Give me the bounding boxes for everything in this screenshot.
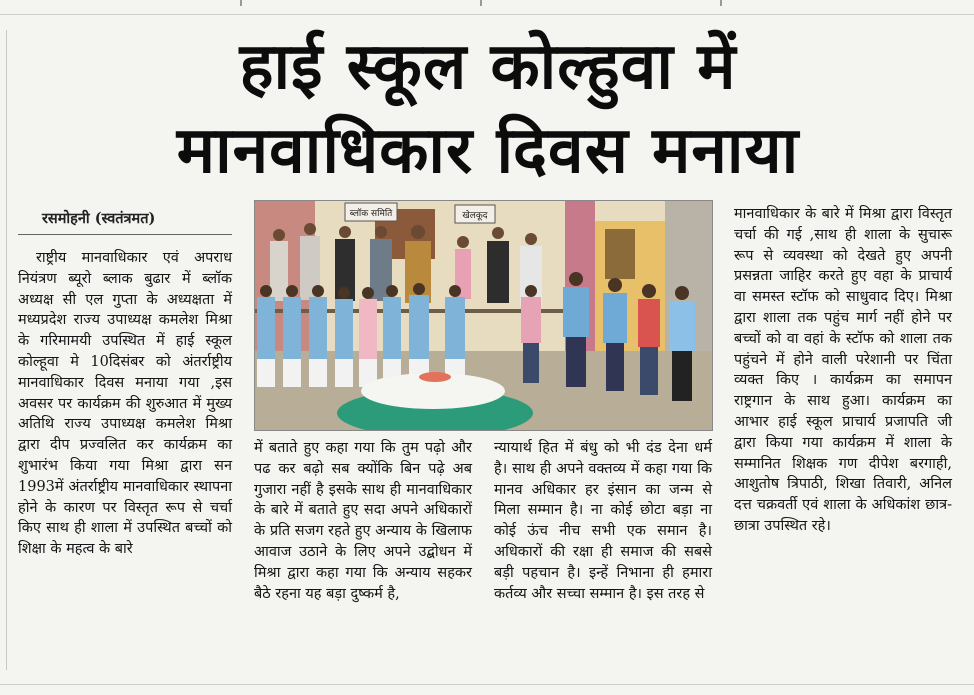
article-column-4	[734, 204, 952, 537]
platform-center	[419, 372, 451, 382]
article-column-1	[18, 248, 232, 560]
headline-line-2: मानवाधिकार दिवस मनाया	[176, 114, 800, 188]
headline-line-1: हाई स्कूल कोल्हुवा में	[239, 30, 737, 104]
left-column-rule	[6, 30, 7, 670]
column-2-text: में बताते हुए कहा गया कि तुम पढ़ो और पढ कर बढ़ो सब क्योंकि बिन पढ़े अब गुजारा नहीं है इसके साथ ही मानवाधिकार के बारे में बताते हुए सदा अपने अधिकारों के प्रति सजग रहते हुए अन्याय के खिलाफ आवाज उठाने के लिए अपने उद्बोधन में मिश्रा द्वारा कहा गया कि अन्याय सहकर बैठे रहना यह बड़ा दुष्कर्म है,	[254, 440, 472, 602]
top-rule	[0, 14, 974, 15]
photo-illustration	[255, 201, 712, 430]
event-photo	[254, 200, 713, 431]
bottom-rule	[0, 684, 974, 685]
article-column-2	[254, 438, 472, 604]
window-right	[605, 229, 635, 279]
column-4-text: मानवाधिकार के बारे में मिश्रा द्वारा विस्तृत चर्चा की गई ,साथ ही शाला के सुचारू रूप से व्यवस्था को देखते हुए अपनी प्रसन्नता जाहिर करते हुए वहा के प्राचार्य वा समस्त स्टॉफ को साधुवाद दिए। मिश्रा द्वारा शाला तक पहुंच मार्ग नहीं होने पर बच्चों को वा वहां के स्टॉफ को शाला तक पहुंचने में होने वाली परेशानी पर चिंता व्यक्त किए । कार्यक्रम का समापन राष्ट्रगान के साथ हुआ। कार्यक्रम का आभार हाई स्कूल प्राचार्य प्रजापति जी द्वारा किया गया कार्यक्रम में शाला के सम्मानित शिक्षक गण दीपेश बरगाही, आशुतोष त्रिपाठी, शिखा तिवारी, अनिल दत्त चक्रवर्ती एवं शाला के अधिकांश छात्र-छात्रा उपस्थित रहे।	[734, 206, 952, 534]
sign-right-text: खेलकूद	[462, 211, 488, 221]
column-3-text: न्यायार्थ हित में बंधु को भी दंड देना धर्म है। साथ ही अपने वक्तव्य में कहा गया कि मानव अधिकार हर इंसान का जन्म से मिला सम्मान है। ना कोई छोटा बड़ा ना कोई ऊंच नीच सभी एक समान है। अधिकारों की रक्षा ही समाज की सबसे बड़ी पहचान है। इन्हें निभाना ही हमारा कर्तव्य और सच्चा सम्मान है। इस तरह से	[494, 440, 712, 602]
sign-left-text: ब्लॉक समिति	[349, 209, 393, 219]
article-column-3	[494, 438, 712, 604]
byline: रसमोहनी (स्वतंत्रमत)	[42, 210, 156, 227]
byline-rule	[18, 234, 232, 235]
top-edge-marks	[0, 0, 974, 8]
column-1-text: राष्ट्रीय मानवाधिकार एवं अपराध नियंत्रण ब्यूरो ब्लाक बुढार में ब्लॉक अध्यक्ष सी एल गुप्ता के अध्यक्षता में मध्यप्रदेश राज्य उपाध्यक्ष कमलेश मिश्रा के गरिमामयी उपस्थित में हाई स्कूल कोल्हूवा मे 10दिसंबर को अंतर्राष्ट्रीय मानवाधिकार दिवस मनाया गया ,इस अवसर पर कार्यक्रम की शुरुआत में मुख्य अतिथि राज्य उपाध्यक्ष कमलेश मिश्रा द्वारा दीप प्रज्वलित कर कार्यक्रम का शुभारंभ किया गया मिश्रा द्वारा सन 1993में अंतर्राष्ट्रीय मानवाधिकार स्थापना होने के कारण पर विस्तृत रूप से चर्चा किए साथ ही शाला में उपस्थित बच्चों को शिक्षा के महत्व के बारे	[18, 250, 232, 558]
